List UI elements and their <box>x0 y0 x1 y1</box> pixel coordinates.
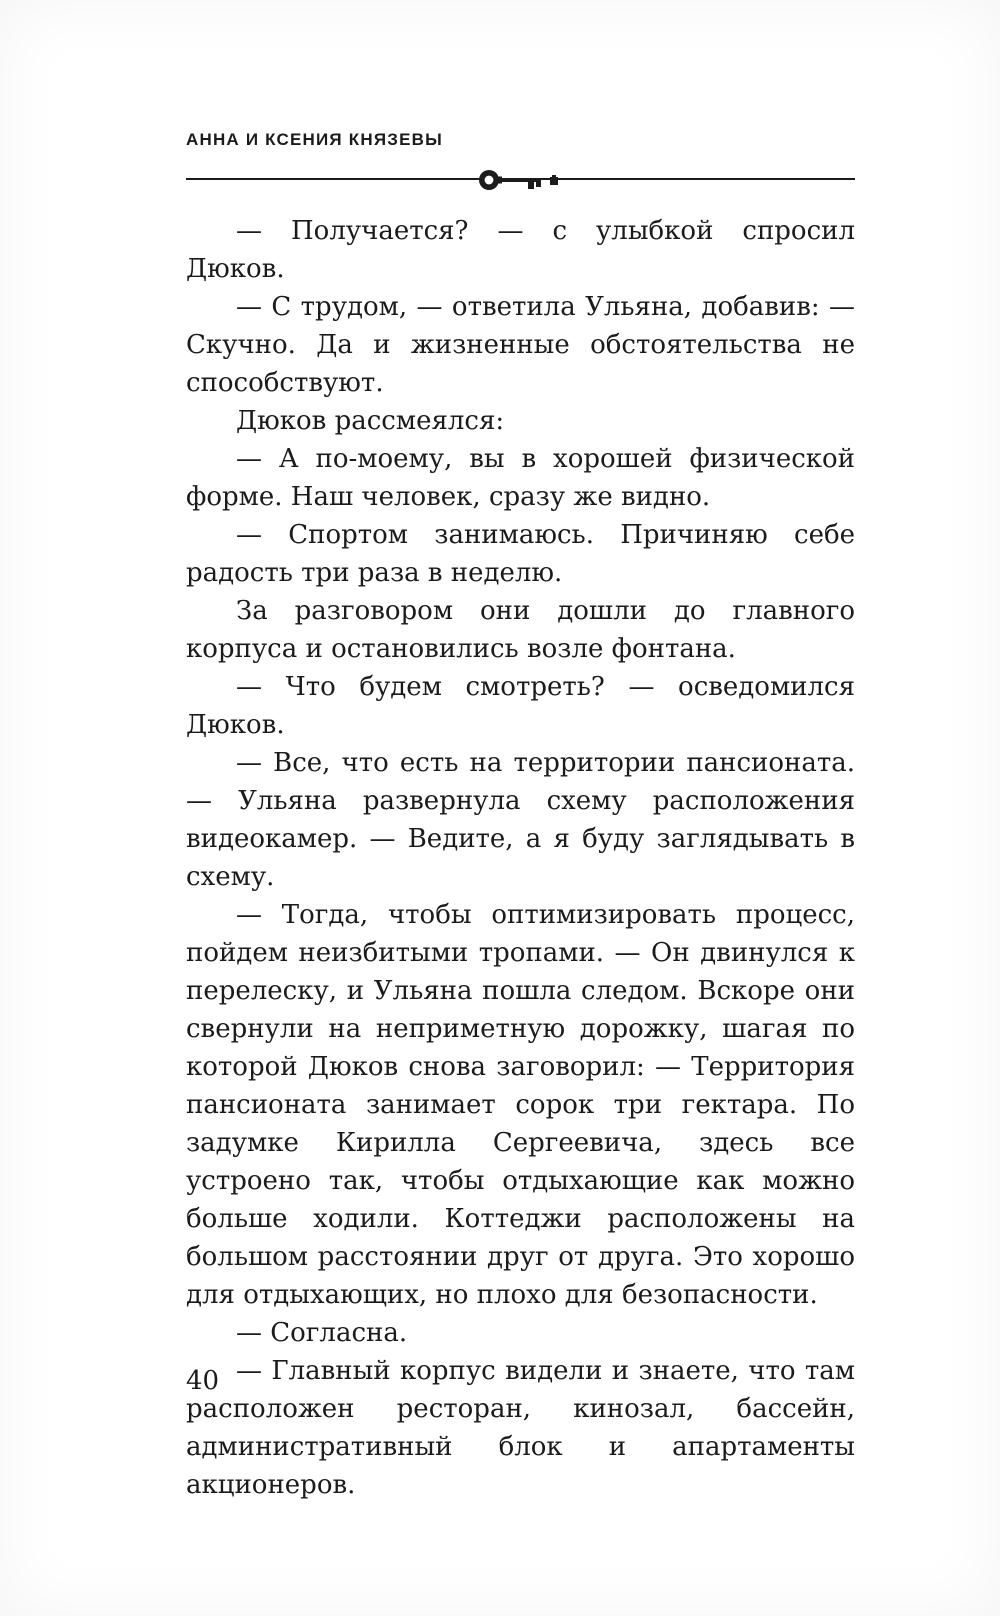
header-author-title: АННА И КСЕНИЯ КНЯЗЕВЫ <box>186 130 443 149</box>
paragraph: За разговором они дошли до главного корпуса и остановились возле фонтана. <box>186 596 855 664</box>
paragraph: — Все, что есть на территории пансионата. — Ульяна развернула схему расположения видеокамер. — Ведите, а я буду заглядывать в схему. <box>186 748 855 892</box>
paragraph: — Что будем смотреть? — осведомился Дюков. <box>186 672 855 740</box>
header-rule <box>186 178 855 180</box>
paragraph: — Получается? — с улыбкой спросил Дюков. <box>186 216 855 284</box>
paragraph: — А по-моему, вы в хорошей физической форме. Наш человек, сразу же видно. <box>186 444 855 512</box>
paragraph: — С трудом, — ответила Ульяна, добавив: — Скучно. Да и жизненные обстоятельства не способствуют. <box>186 292 855 398</box>
paragraph: — Согласна. <box>236 1318 408 1348</box>
paragraph: — Тогда, чтобы оптимизировать процесс, пойдем неизбитыми тропами. — Он двинулся к перелеску, и Ульяна пошла следом. Вскоре они свернули на неприметную дорожку, шагая по которой Дюков снова заговорил: — Территория пансионата занимает сорок три гектара. По задумке Кирилла Сергеевича, здесь все устроено так, чтобы отдыхающие как можно больше ходили. Коттеджи расположены на большом расстоянии друг от друга. Это хорошо для отдыхающих, но плохо для безопасности. <box>186 900 855 1310</box>
key-ornament-icon <box>478 168 564 192</box>
paragraph: — Главный корпус видели и знаете, что там расположен ресторан, кинозал, бассейн, административный блок и апартаменты акционеров. <box>186 1356 855 1500</box>
running-head <box>186 130 855 180</box>
paragraph: — Спортом занимаюсь. Причиняю себе радость три раза в неделю. <box>186 520 855 588</box>
page-number: 40 <box>186 1366 220 1396</box>
paragraph: Дюков рассмеялся: <box>236 406 505 436</box>
page-text-block <box>186 212 855 1504</box>
